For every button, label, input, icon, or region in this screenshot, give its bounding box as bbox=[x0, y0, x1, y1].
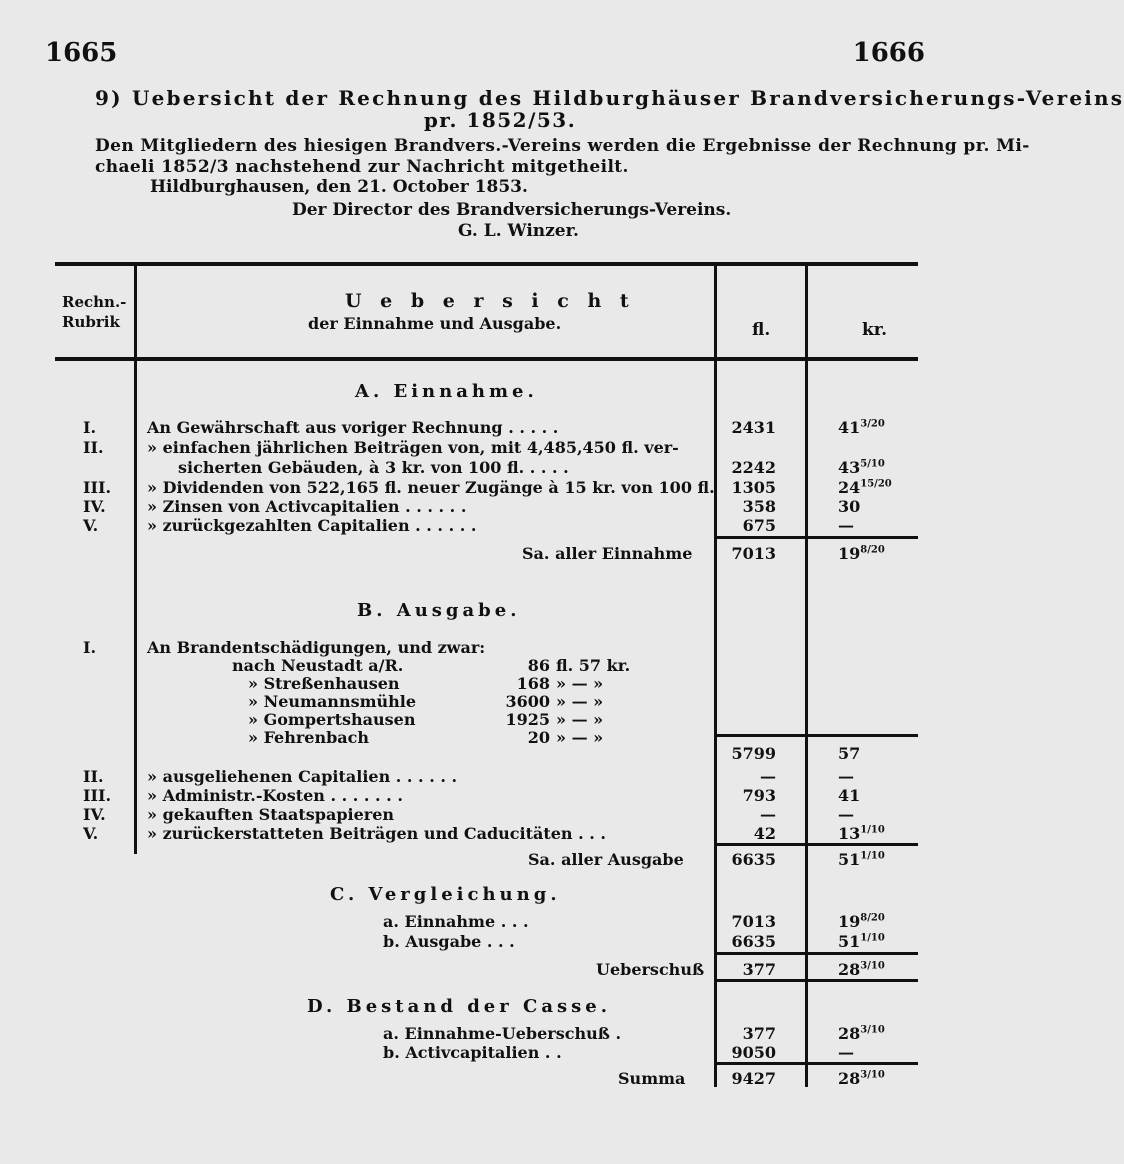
subtotal-rule bbox=[715, 979, 918, 982]
damage-amount: 86 bbox=[527, 656, 550, 675]
damage-amount: 20 bbox=[527, 728, 550, 747]
amount-fl: 793 bbox=[742, 786, 776, 805]
place-date: Hildburghausen, den 21. October 1853. bbox=[150, 177, 528, 197]
rubrik-label: IV. bbox=[83, 497, 106, 516]
amount-kr: 30 bbox=[838, 497, 861, 516]
entry-text: » einfachen jährlichen Beiträgen von, mit 4,485,450 fl. ver- bbox=[147, 438, 679, 457]
entry-text: b. Ausgabe . . . bbox=[383, 932, 515, 951]
total-kr-ueberschuss: $28^{3/10}$ bbox=[838, 960, 885, 979]
total-fl-summa: 9427 bbox=[731, 1069, 776, 1088]
entry-text: » gekauften Staatspapieren bbox=[147, 805, 394, 824]
header-einnahme-ausgabe: der Einnahme und Ausgabe. bbox=[308, 314, 562, 333]
header-uebersicht: U e b e r s i c h t bbox=[345, 290, 635, 312]
amount-fl: — bbox=[760, 767, 776, 786]
entry-text: An Brandentschädigungen, und zwar: bbox=[147, 638, 486, 657]
entry-text-continued: sicherten Gebäuden, à 3 kr. von 100 fl. . . . . bbox=[178, 458, 569, 477]
entry-text: » Administr.-Kosten . . . . . . . bbox=[147, 786, 403, 805]
entry-text: » zurückgezahlten Capitalien . . . . . . bbox=[147, 516, 477, 535]
rubrik-label: I. bbox=[83, 638, 97, 657]
total-label-einnahme: Sa. aller Einnahme bbox=[522, 544, 693, 563]
entry-text: b. Activcapitalien . . bbox=[383, 1043, 562, 1062]
amount-fl: 358 bbox=[742, 497, 776, 516]
amount-fl: 675 bbox=[742, 516, 776, 535]
damage-unit: » — » bbox=[556, 692, 604, 711]
rubrik-column-line bbox=[134, 262, 137, 854]
damage-unit: » — » bbox=[556, 710, 604, 729]
amount-kr: $13^{1/10}$ bbox=[838, 824, 885, 843]
rubrik-label: II. bbox=[83, 767, 104, 786]
subtotal-rule bbox=[715, 952, 918, 955]
damage-unit: fl. 57 kr. bbox=[556, 656, 631, 675]
section-title-vergleichung: C. Vergleichung. bbox=[330, 884, 561, 905]
damage-amount: 3600 bbox=[505, 692, 550, 711]
amount-kr: $28^{3/10}$ bbox=[838, 1024, 885, 1043]
total-fl-einnahme: 7013 bbox=[731, 544, 776, 563]
damage-unit: » — » bbox=[556, 728, 604, 747]
amount-fl: 9050 bbox=[731, 1043, 776, 1062]
damage-place: » Fehrenbach bbox=[248, 728, 370, 747]
subtotal-rule bbox=[715, 734, 918, 737]
subtotal-rule bbox=[715, 536, 918, 539]
rubrik-label: IV. bbox=[83, 805, 106, 824]
table-header-rule bbox=[55, 357, 918, 361]
subtotal-rule bbox=[715, 843, 918, 846]
entry-text: » Dividenden von 522,165 fl. neuer Zugänge à 15 kr. von 100 fl. bbox=[147, 478, 715, 497]
amount-kr: $24^{15/20}$ bbox=[838, 478, 892, 497]
amount-fl: 42 bbox=[753, 824, 776, 843]
amount-kr: 41 bbox=[838, 786, 861, 805]
entry-text: » ausgeliehenen Capitalien . . . . . . bbox=[147, 767, 458, 786]
page-number-left: 1665 bbox=[45, 38, 118, 68]
amount-fl: 377 bbox=[742, 1024, 776, 1043]
page-number-right: 1666 bbox=[852, 38, 925, 68]
entry-text: An Gewährschaft aus voriger Rechnung . . . . . bbox=[147, 418, 559, 437]
amount-fl: 7013 bbox=[731, 912, 776, 931]
amount-kr: $19^{8/20}$ bbox=[838, 912, 885, 931]
rubrik-label: III. bbox=[83, 786, 112, 805]
amount-kr: $43^{5/10}$ bbox=[838, 458, 885, 477]
rubrik-label: III. bbox=[83, 478, 112, 497]
damage-amount: 168 bbox=[516, 674, 550, 693]
entry-text: » Zinsen von Activcapitalien . . . . . . bbox=[147, 497, 467, 516]
subtotal-fl-brand: 5799 bbox=[731, 744, 776, 763]
subtotal-kr-brand: 57 bbox=[838, 744, 861, 763]
section-title-ausgabe: B. Ausgabe. bbox=[357, 600, 521, 621]
amount-fl: 2431 bbox=[731, 418, 776, 437]
table-top-rule bbox=[55, 262, 918, 266]
header-fl: fl. bbox=[752, 320, 771, 340]
entry-text: a. Einnahme . . . bbox=[383, 912, 529, 931]
rubrik-label: V. bbox=[83, 824, 99, 843]
amount-kr: $41^{3/20}$ bbox=[838, 418, 885, 437]
amount-fl: 2242 bbox=[731, 458, 776, 477]
subtotal-rule bbox=[715, 1062, 918, 1065]
amount-kr: — bbox=[838, 767, 854, 786]
section-title-einnahme: A. Einnahme. bbox=[355, 381, 538, 402]
document-title: 9) Uebersicht der Rechnung des Hildburghäuser Brandversicherungs-Vereins bbox=[95, 86, 1124, 110]
header-rubrik: Rechn.- Rubrik bbox=[62, 293, 127, 331]
rubrik-label: II. bbox=[83, 438, 104, 457]
total-kr-summa: $28^{3/10}$ bbox=[838, 1069, 885, 1088]
director-name: G. L. Winzer. bbox=[458, 221, 579, 241]
total-fl-ausgabe: 6635 bbox=[731, 850, 776, 869]
total-label-ueberschuss: Ueberschuß bbox=[596, 960, 705, 979]
damage-unit: » — » bbox=[556, 674, 604, 693]
total-kr-einnahme: $19^{8/20}$ bbox=[838, 544, 885, 563]
rubrik-label: I. bbox=[83, 418, 97, 437]
damage-place: » Neumannsmühle bbox=[248, 692, 417, 711]
intro-line-1: Den Mitgliedern des hiesigen Brandvers.-Vereins werden die Ergebnisse der Rechnung pr. Mi- bbox=[95, 136, 1030, 156]
damage-place: » Gompertshausen bbox=[248, 710, 416, 729]
damage-place: » Streßenhausen bbox=[248, 674, 400, 693]
amount-kr: — bbox=[838, 1043, 854, 1062]
amount-kr: $51^{1/10}$ bbox=[838, 932, 885, 951]
entry-text: » zurückerstatteten Beiträgen und Caducitäten . . . bbox=[147, 824, 606, 843]
total-kr-ausgabe: $51^{1/10}$ bbox=[838, 850, 885, 869]
rubrik-label: V. bbox=[83, 516, 99, 535]
amount-fl: — bbox=[760, 805, 776, 824]
total-fl-ueberschuss: 377 bbox=[742, 960, 776, 979]
amount-kr: — bbox=[838, 516, 854, 535]
intro-line-2: chaeli 1852/3 nachstehend zur Nachricht mitgetheilt. bbox=[95, 157, 629, 177]
director-line: Der Director des Brandversicherungs-Vereins. bbox=[292, 200, 732, 220]
amount-fl: 6635 bbox=[731, 932, 776, 951]
header-kr: kr. bbox=[862, 320, 888, 340]
amount-kr: — bbox=[838, 805, 854, 824]
section-title-bestand: D. Bestand der Casse. bbox=[307, 996, 611, 1017]
damage-amount: 1925 bbox=[505, 710, 550, 729]
total-label-ausgabe: Sa. aller Ausgabe bbox=[528, 850, 684, 869]
fl-column-line-right bbox=[805, 262, 808, 1087]
damage-place: nach Neustadt a/R. bbox=[232, 656, 404, 675]
document-title-period: pr. 1852/53. bbox=[423, 108, 577, 132]
total-label-summa: Summa bbox=[618, 1069, 686, 1088]
entry-text: a. Einnahme-Ueberschuß . bbox=[383, 1024, 622, 1043]
amount-fl: 1305 bbox=[731, 478, 776, 497]
